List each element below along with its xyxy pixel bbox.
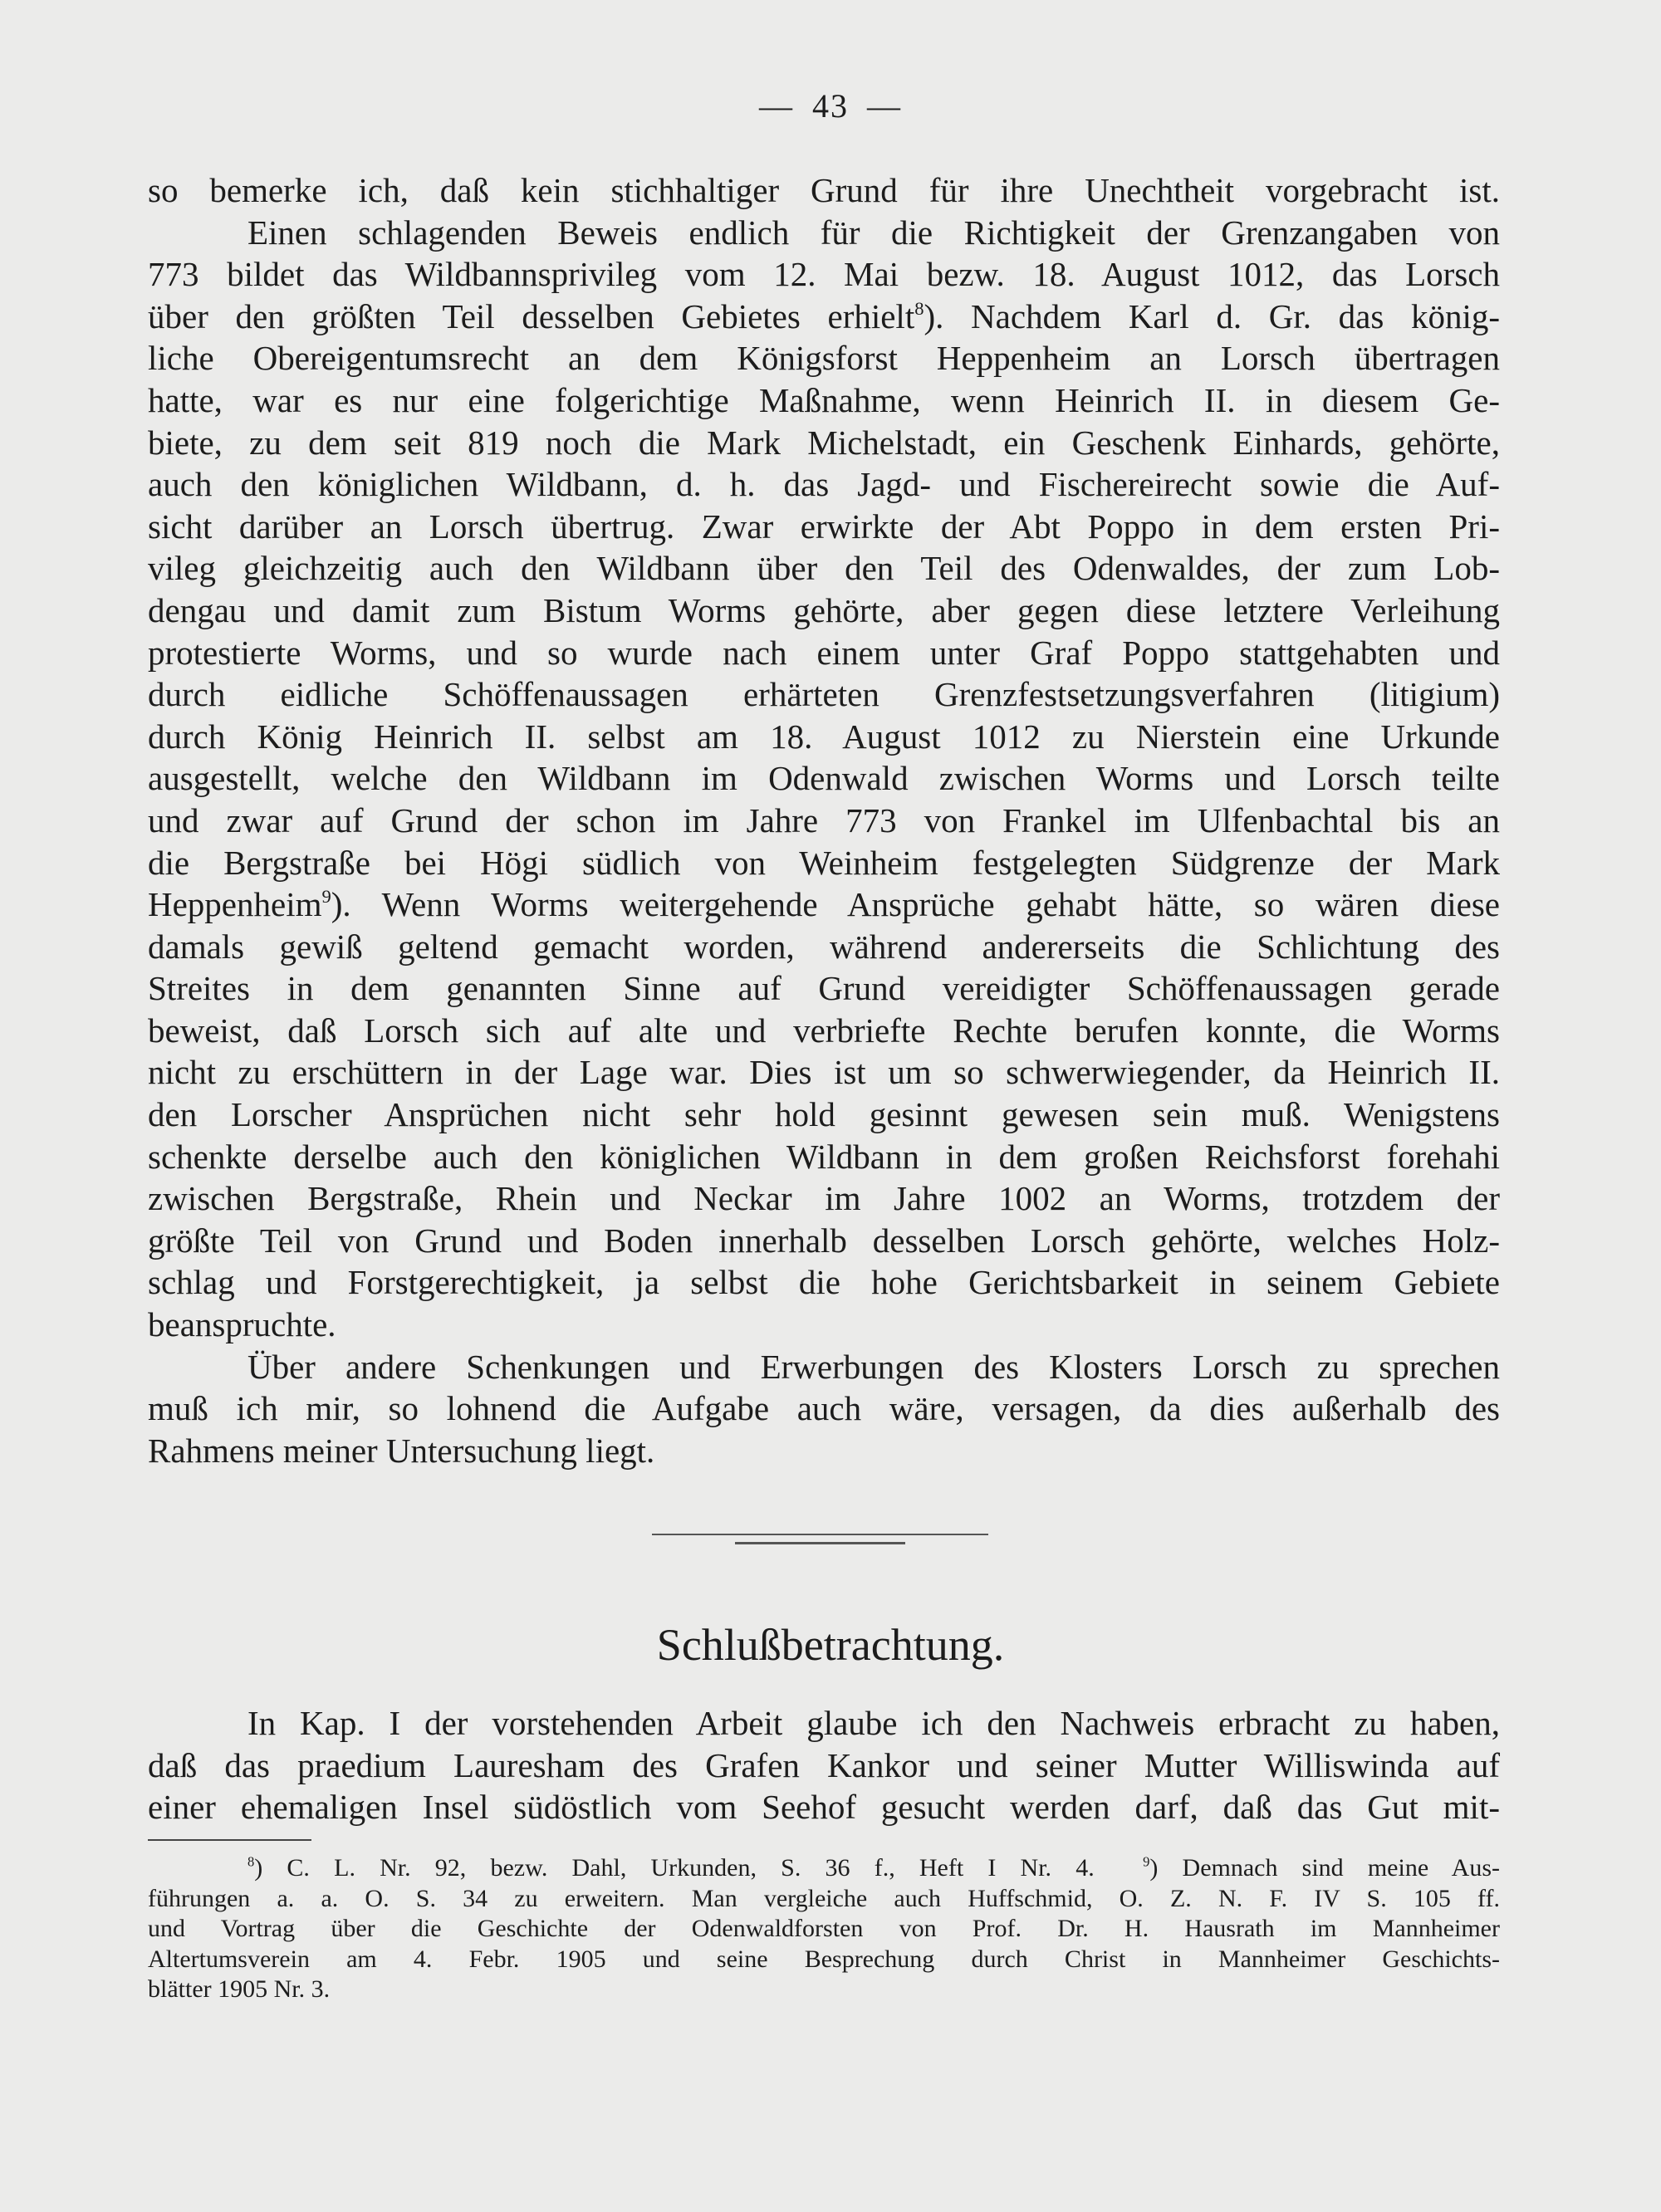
text-line: damals gewiß geltend gemacht worden, während andererseits die Schlichtung des bbox=[148, 927, 1500, 966]
text-line: Rahmens meiner Untersuchung liegt. bbox=[148, 1431, 655, 1470]
text-line: muß ich mir, so lohnend die Aufgabe auch wäre, versagen, da dies außerhalb des bbox=[148, 1389, 1500, 1428]
text-line: vileg gleichzeitig auch den Wildbann über den Teil des Odenwaldes, der zum Lob- bbox=[148, 549, 1500, 588]
text-line: beweist, daß Lorsch sich auf alte und verbriefte Rechte berufen konnte, die Worms bbox=[148, 1011, 1500, 1050]
text-line: Über andere Schenkungen und Erwerbungen des Klosters Lorsch zu sprechen bbox=[247, 1347, 1500, 1386]
text-line: auch den königlichen Wildbann, d. h. das Jagd- und Fischereirecht sowie die Auf- bbox=[148, 465, 1500, 504]
text-line: und zwar auf Grund der schon im Jahre 773 von Frankel im Ulfenbachtal bis an bbox=[148, 800, 1500, 839]
text-line: größte Teil von Grund und Boden innerhalb desselben Lorsch gehörte, welches Holz- bbox=[148, 1221, 1500, 1260]
body-paragraph-conclusion bbox=[148, 1702, 1500, 1828]
text-line: liche Obereigentumsrecht an dem Königsforst Heppenheim an Lorsch übertragen bbox=[148, 339, 1500, 378]
text-line: den Lorscher Ansprüchen nicht sehr hold gesinnt gewesen sein muß. Wenigstens bbox=[148, 1095, 1500, 1134]
text-line: beanspruchte. bbox=[148, 1305, 336, 1344]
text-line: durch eidliche Schöffenaussagen erhärteten Grenzfestsetzungsverfahren (litigium) bbox=[148, 675, 1500, 714]
footnote-ref-8[interactable]: 8 bbox=[914, 298, 924, 319]
text-line: daß das praedium Lauresham des Grafen Kankor und seiner Mutter Williswinda auf bbox=[148, 1745, 1500, 1784]
footnotes bbox=[148, 1853, 1500, 2005]
text-line: durch König Heinrich II. selbst am 18. August 1012 zu Nierstein eine Urkunde bbox=[148, 717, 1500, 756]
text-line: schenkte derselbe auch den königlichen Wildbann in dem großen Reichsforst forehahi bbox=[148, 1137, 1500, 1176]
footnote-line: $^8$) C. L. Nr. 92, bezw. Dahl, Urkunden, S. 36 f., Heft I Nr. 4. $^9$) Demnach sind meine Aus- bbox=[247, 1853, 1501, 1882]
text-line: ausgestellt, welche den Wildbann im Odenwald zwischen Worms und Lorsch teilte bbox=[148, 759, 1500, 798]
text-line: schlag und Forstgerechtigkeit, ja selbst die hohe Gerichtsbarkeit in seinem Gebiete bbox=[148, 1263, 1500, 1302]
text-line: nicht zu erschüttern in der Lage war. Dies ist um so schwerwiegender, da Heinrich II. bbox=[148, 1053, 1500, 1092]
text-line: über den größten Teil desselben Gebietes erhielt$^8$). Nachdem Karl d. Gr. das könig- bbox=[148, 296, 1500, 335]
text-line: hatte, war es nur eine folgerichtige Maßnahme, wenn Heinrich II. in diesem Ge- bbox=[148, 380, 1500, 419]
section-heading: Schlußbetrachtung. bbox=[656, 1620, 1005, 1670]
text-line: Streites in dem genannten Sinne auf Grund vereidigter Schöffenaussagen gerade bbox=[148, 969, 1500, 1008]
text-line: die Bergstraße bei Högi südlich von Weinheim festgelegten Südgrenze der Mark bbox=[148, 843, 1500, 882]
text-line: Einen schlagenden Beweis endlich für die Richtigkeit der Grenzangaben von bbox=[247, 213, 1500, 252]
footnote-line: und Vortrag über die Geschichte der Odenwaldforsten von Prof. Dr. H. Hausrath im Mannheimer bbox=[148, 1915, 1500, 1942]
footnote-marker-8: 8 bbox=[247, 1853, 255, 1870]
section-divider-short bbox=[735, 1542, 905, 1544]
footnote-line: führungen a. a. O. S. 34 zu erweitern. Man vergleiche auch Huffschmid, O. Z. N. F. IV S. 105 ff. bbox=[148, 1884, 1500, 1912]
text-line: protestierte Worms, und so wurde nach einem unter Graf Poppo stattgehabten und bbox=[148, 633, 1500, 672]
text-line: In Kap. I der vorstehenden Arbeit glaube ich den Nachweis erbracht zu haben, bbox=[247, 1704, 1500, 1742]
text-line: zwischen Bergstraße, Rhein und Neckar im Jahre 1002 an Worms, trotzdem der bbox=[148, 1179, 1500, 1218]
page-number-value: 43 bbox=[812, 87, 849, 125]
text-line: 773 bildet das Wildbannsprivileg vom 12. Mai bezw. 18. August 1012, das Lorsch bbox=[148, 255, 1500, 294]
footnote-line: Altertumsverein am 4. Febr. 1905 und seine Besprechung durch Christ in Mannheimer Geschichts- bbox=[148, 1945, 1500, 1973]
text-line: Heppenheim$^9$). Wenn Worms weitergehende Ansprüche gehabt hätte, so wären diese bbox=[148, 885, 1500, 924]
text-line: dengau und damit zum Bistum Worms gehörte, aber gegen diese letztere Verleihung bbox=[148, 590, 1500, 629]
text-line: so bemerke ich, daß kein stichhaltiger Grund für ihre Unechtheit vorgebracht ist. bbox=[148, 171, 1500, 209]
page-number-dash-left: — bbox=[759, 87, 794, 125]
footnote-marker-9: 9 bbox=[1143, 1853, 1150, 1870]
footnote-separator bbox=[148, 1839, 311, 1841]
section-divider-long bbox=[652, 1534, 988, 1535]
text-line: sicht darüber an Lorsch übertrug. Zwar erwirkte der Abt Poppo in dem ersten Pri- bbox=[148, 507, 1500, 546]
text-line: biete, zu dem seit 819 noch die Mark Michelstadt, ein Geschenk Einhards, gehörte, bbox=[148, 423, 1500, 462]
page-number bbox=[0, 86, 1661, 125]
text-line: einer ehemaligen Insel südöstlich vom Seehof gesucht werden darf, daß das Gut mit- bbox=[148, 1788, 1500, 1827]
footnote-line: blätter 1905 Nr. 3. bbox=[148, 1975, 331, 2003]
footnote-ref-9[interactable]: 9 bbox=[321, 886, 331, 908]
body-paragraphs-main bbox=[148, 169, 1500, 1471]
page-number-dash-right: — bbox=[867, 87, 902, 125]
